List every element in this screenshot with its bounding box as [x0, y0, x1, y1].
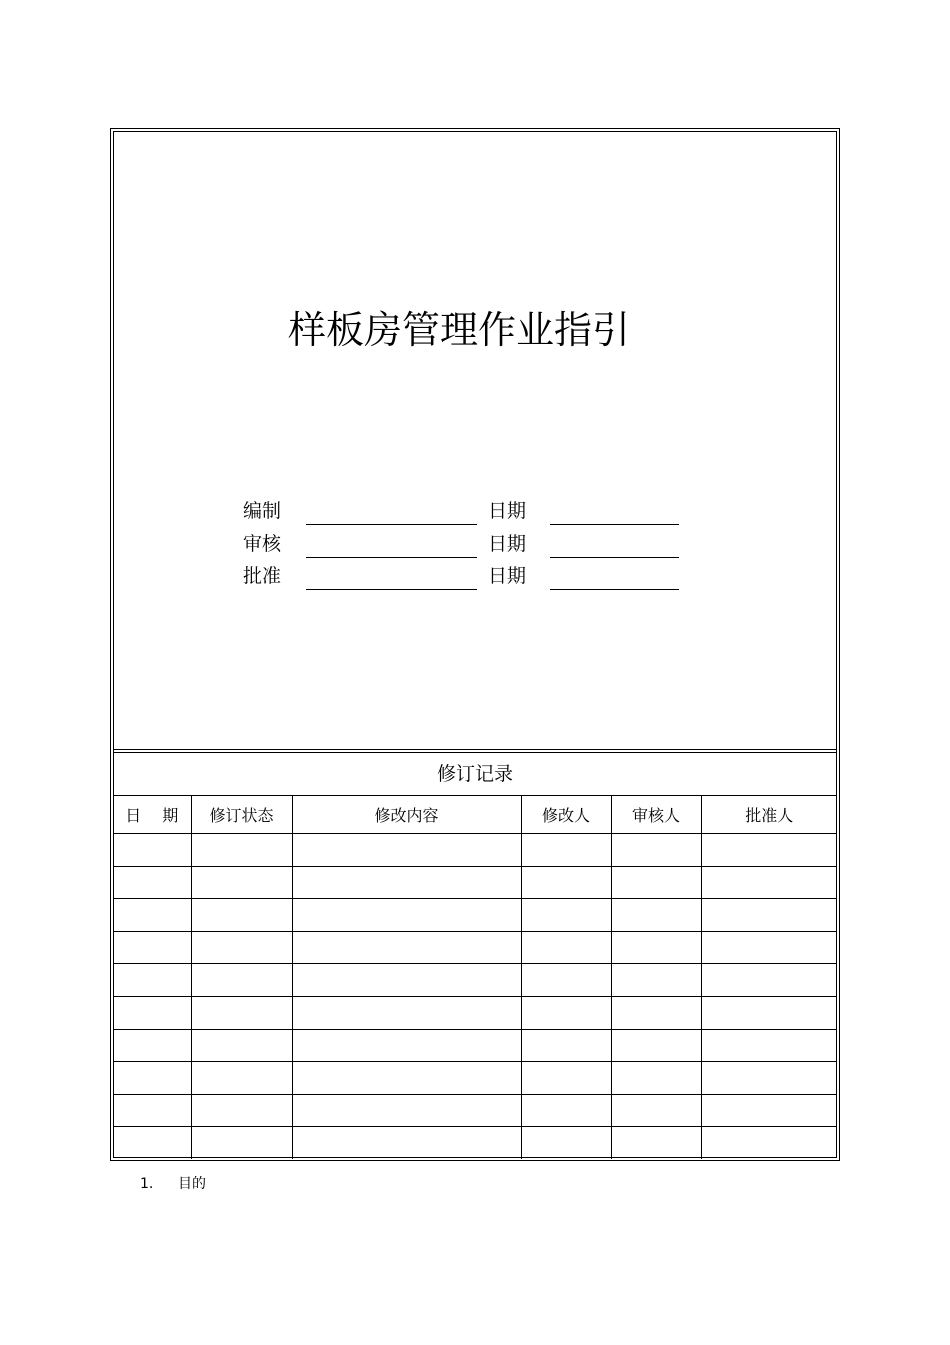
table-cell[interactable]	[521, 931, 611, 964]
section-heading	[140, 1174, 206, 1194]
table-cell[interactable]	[611, 1029, 701, 1062]
table-cell[interactable]	[113, 996, 191, 1029]
table-cell[interactable]	[113, 1094, 191, 1127]
cover-divider	[113, 749, 837, 753]
table-cell[interactable]	[191, 866, 292, 899]
sign-date-label-compile: 日期	[488, 500, 527, 522]
table-cell[interactable]	[611, 1062, 701, 1095]
section-number: 1.	[140, 1176, 154, 1192]
section-title: 目的	[178, 1176, 206, 1192]
table-row	[113, 931, 837, 964]
col-header-content: 修改内容	[292, 796, 521, 834]
col-header-status: 修订状态	[191, 796, 292, 834]
sign-line-approve[interactable]	[306, 589, 477, 590]
table-cell[interactable]	[611, 899, 701, 932]
date-line-compile[interactable]	[550, 524, 679, 525]
table-cell[interactable]	[611, 964, 701, 997]
table-row	[113, 964, 837, 997]
col-header-reviewer: 审核人	[611, 796, 701, 834]
table-cell[interactable]	[611, 834, 701, 867]
table-cell[interactable]	[521, 899, 611, 932]
table-row	[113, 1062, 837, 1095]
table-row	[113, 1094, 837, 1127]
revision-record-title: 修订记录	[436, 763, 513, 785]
table-cell[interactable]	[701, 834, 837, 867]
table-row	[113, 1127, 837, 1160]
table-cell[interactable]	[113, 964, 191, 997]
table-row	[113, 1029, 837, 1062]
table-cell[interactable]	[701, 1094, 837, 1127]
table-cell[interactable]	[521, 1029, 611, 1062]
table-cell[interactable]	[292, 1029, 521, 1062]
table-cell[interactable]	[292, 1127, 521, 1160]
table-cell[interactable]	[521, 1062, 611, 1095]
table-cell[interactable]	[191, 1094, 292, 1127]
table-cell[interactable]	[521, 834, 611, 867]
table-cell[interactable]	[191, 1127, 292, 1160]
table-cell[interactable]	[292, 899, 521, 932]
sign-date-label-approve: 日期	[488, 565, 527, 587]
table-cell[interactable]	[113, 1127, 191, 1160]
table-cell[interactable]	[521, 1094, 611, 1127]
table-cell[interactable]	[113, 899, 191, 932]
table-cell[interactable]	[191, 931, 292, 964]
table-cell[interactable]	[701, 899, 837, 932]
sign-line-review[interactable]	[306, 557, 477, 558]
table-cell[interactable]	[701, 866, 837, 899]
col-header-editor: 修改人	[521, 796, 611, 834]
date-line-review[interactable]	[550, 557, 679, 558]
table-cell[interactable]	[113, 834, 191, 867]
table-cell[interactable]	[292, 834, 521, 867]
table-cell[interactable]	[191, 899, 292, 932]
sign-date-label-review: 日期	[488, 533, 527, 555]
col-header-date: 日 期	[113, 796, 191, 834]
table-cell[interactable]	[113, 1029, 191, 1062]
date-line-approve[interactable]	[550, 589, 679, 590]
table-cell[interactable]	[521, 866, 611, 899]
table-cell[interactable]	[292, 964, 521, 997]
table-cell[interactable]	[191, 996, 292, 1029]
table-cell[interactable]	[113, 866, 191, 899]
table-cell[interactable]	[292, 996, 521, 1029]
sign-role-review: 审核	[243, 533, 282, 555]
table-cell[interactable]	[292, 866, 521, 899]
table-cell[interactable]	[611, 1094, 701, 1127]
table-cell[interactable]	[611, 866, 701, 899]
table-cell[interactable]	[292, 1094, 521, 1127]
sign-line-compile[interactable]	[306, 524, 477, 525]
table-cell[interactable]	[191, 1062, 292, 1095]
table-cell[interactable]	[521, 996, 611, 1029]
table-cell[interactable]	[611, 996, 701, 1029]
table-cell[interactable]	[191, 1029, 292, 1062]
col-header-approver: 批准人	[701, 796, 837, 834]
revision-table	[113, 795, 837, 1159]
table-row	[113, 996, 837, 1029]
table-cell[interactable]	[521, 1127, 611, 1160]
table-row	[113, 899, 837, 932]
table-cell[interactable]	[701, 1029, 837, 1062]
table-cell[interactable]	[611, 931, 701, 964]
table-cell[interactable]	[701, 996, 837, 1029]
sign-role-approve: 批准	[243, 565, 282, 587]
table-row	[113, 834, 837, 867]
revision-header-row	[113, 796, 837, 834]
table-row	[113, 866, 837, 899]
table-cell[interactable]	[292, 1062, 521, 1095]
table-cell[interactable]	[701, 964, 837, 997]
table-cell[interactable]	[611, 1127, 701, 1160]
table-cell[interactable]	[191, 834, 292, 867]
table-cell[interactable]	[521, 964, 611, 997]
table-cell[interactable]	[701, 1127, 837, 1160]
table-cell[interactable]	[113, 931, 191, 964]
table-cell[interactable]	[113, 1062, 191, 1095]
document-title: 样板房管理作业指引	[287, 308, 630, 352]
table-cell[interactable]	[701, 931, 837, 964]
sign-role-compile: 编制	[243, 500, 282, 522]
table-cell[interactable]	[701, 1062, 837, 1095]
table-cell[interactable]	[292, 931, 521, 964]
table-cell[interactable]	[191, 964, 292, 997]
